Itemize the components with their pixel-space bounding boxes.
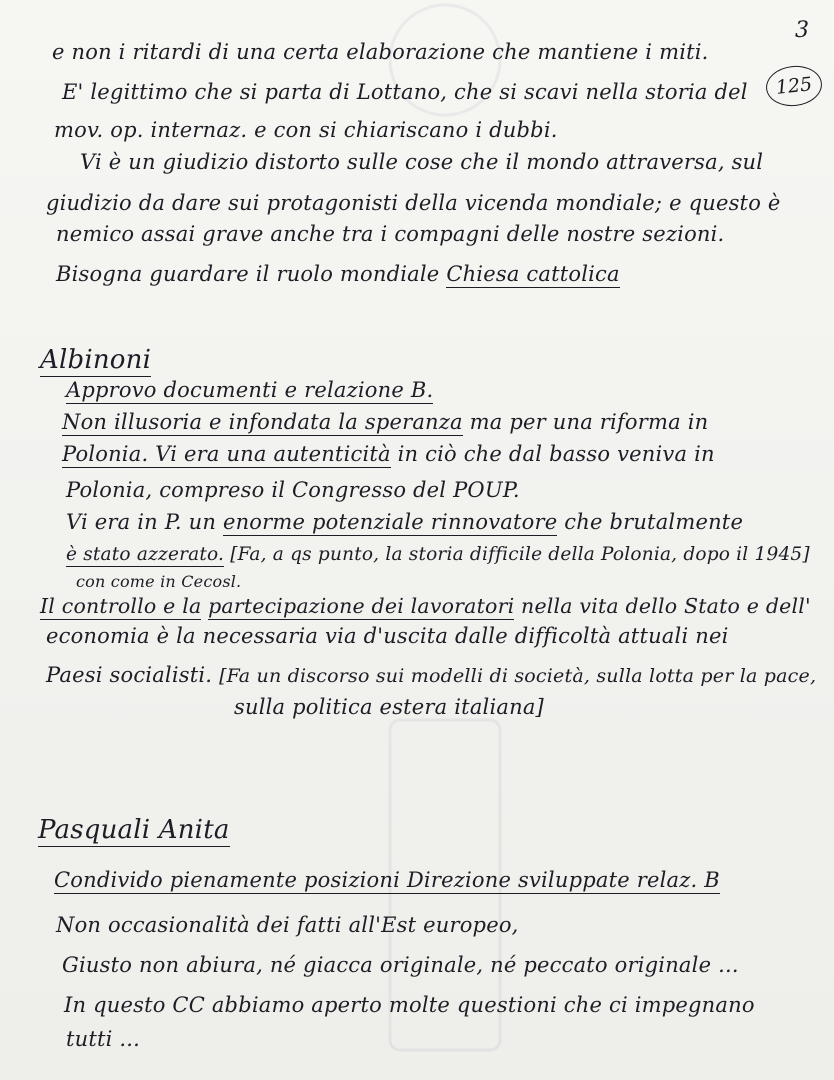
- text-line: giudizio da dare sui protagonisti della vicenda mondiale; e questo è: [46, 191, 781, 215]
- text-fragment: che brutalmente: [564, 510, 744, 534]
- text-line: In questo CC abbiamo aperto molte questioni che ci impegnano: [64, 993, 755, 1017]
- underlined-text: Condivido pienamente posizioni Direzione sviluppate relaz. B: [54, 868, 720, 892]
- underlined-text: Chiesa cattolica: [446, 262, 620, 286]
- speaker-name: Albinoni: [40, 345, 152, 375]
- text-line: Giusto non abiura, né giacca originale, né peccato originale ...: [62, 953, 739, 977]
- text-line: tutti ...: [66, 1027, 141, 1051]
- text-line: [66, 378, 433, 402]
- speaker-name: Pasquali Anita: [38, 815, 230, 845]
- text-line: [40, 594, 811, 618]
- text-line: Vi è un giudizio distorto sulle cose che il mondo attraversa, sul: [80, 150, 764, 174]
- text-line: [66, 544, 810, 565]
- text-fragment: Vi era in P. un: [66, 510, 217, 534]
- text-line: [62, 410, 708, 434]
- text-fragment: nella vita dello Stato e dell': [521, 594, 811, 618]
- editorial-note: [Fa un discorso sui modelli di società, sulla lotta per la pace,: [219, 665, 817, 687]
- text-line: nemico assai grave anche tra i compagni delle nostre sezioni.: [56, 222, 725, 246]
- underlined-text: Approvo documenti e relazione B.: [66, 378, 434, 402]
- text-line: sulla politica estera italiana]: [234, 695, 544, 719]
- text-line: [66, 510, 743, 534]
- editorial-note: [Fa, a qs punto, la storia difficile della Polonia, dopo il 1945]: [230, 544, 810, 565]
- text-line: Polonia, compreso il Congresso del POUP.: [66, 478, 520, 502]
- underlined-text: è stato azzerato.: [66, 544, 225, 565]
- underlined-text: Polonia. Vi era una autenticità: [62, 442, 391, 466]
- text-line: E' legittimo che si parta di Lottano, che si scavi nella storia del: [62, 80, 748, 104]
- text-line: e non i ritardi di una certa elaborazione che mantiene i miti.: [52, 40, 709, 64]
- text-line: economia è la necessaria via d'uscita dalle difficoltà attuali nei: [46, 624, 729, 648]
- text-line: [46, 663, 816, 687]
- text-fragment: in ciò che dal basso veniva in: [397, 442, 715, 466]
- text-fragment: Paesi socialisti.: [46, 663, 213, 687]
- text-line: Non occasionalità dei fatti all'Est europeo,: [56, 913, 519, 937]
- speaker-heading: [40, 345, 151, 375]
- underlined-text: Non illusoria e infondata la speranza: [62, 410, 463, 434]
- speaker-heading: [38, 815, 230, 845]
- text-line: mov. op. internaz. e con si chiariscano i dubbi.: [54, 118, 558, 142]
- underlined-text: partecipazione dei lavoratori: [208, 594, 515, 618]
- text-fragment: Bisogna guardare il ruolo mondiale: [56, 262, 440, 286]
- text-line: con come in Cecosl.: [76, 572, 242, 591]
- text-fragment: ma per una riforma in: [469, 410, 709, 434]
- text-line: [56, 262, 620, 286]
- text-line: [54, 868, 720, 892]
- underlined-text: Il controllo e la: [40, 594, 202, 618]
- page-number: 3: [795, 18, 809, 43]
- folio-stamp: 125: [764, 63, 824, 109]
- underlined-text: enorme potenziale rinnovatore: [222, 510, 558, 534]
- text-line: [62, 442, 715, 466]
